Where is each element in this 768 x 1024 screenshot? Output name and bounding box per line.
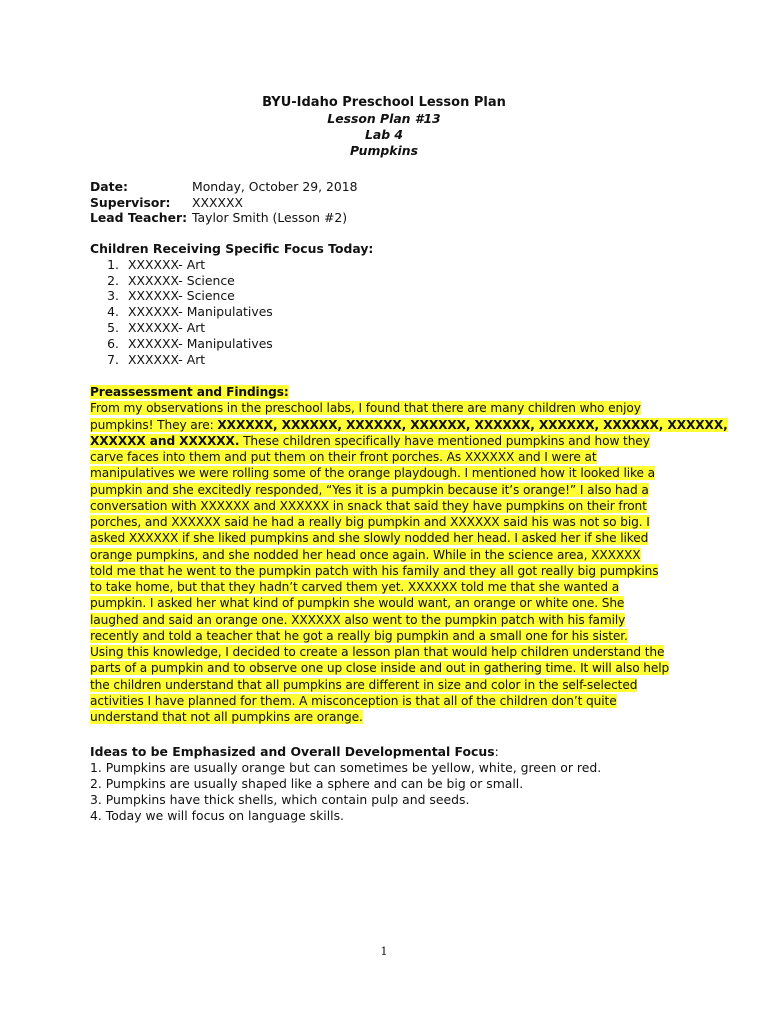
ideas-section: [90, 744, 601, 824]
lesson-header: [0, 94, 768, 159]
list-item: [90, 320, 373, 336]
paragraph-bold-names: XXXXXX, XXXXXX, XXXXXX, XXXXXX, XXXXXX, XXXXXX, XXXXXX, XXXXXX,: [217, 417, 728, 432]
paragraph-line: From my observations in the preschool labs, I found that there are many children who enjoy: [90, 401, 641, 416]
paragraph-line: told me that he went to the pumpkin patch with his family and they all got really big pumpkins: [90, 563, 659, 578]
paragraph-line: laughed and said an orange one. XXXXXX also went to the pumpkin patch with his family: [90, 612, 626, 627]
list-item: [90, 273, 373, 289]
list-number: 5.: [107, 319, 119, 335]
ideas-heading-text: Ideas to be Emphasized and Overall Developmental Focus: [90, 744, 495, 759]
list-number: 6.: [107, 335, 119, 351]
list-item: [90, 352, 373, 368]
paragraph-line: recently and told a teacher that he got a really big pumpkin and a small one for his sister.: [90, 628, 628, 643]
list-text: XXXXXX- Art: [128, 256, 206, 272]
list-number: 4.: [107, 304, 119, 320]
paragraph-line: [90, 418, 728, 432]
info-row-date: [90, 179, 358, 195]
list-text: XXXXXX- Manipulatives: [128, 304, 273, 320]
list-item: 4. Today we will focus on language skills.: [90, 808, 344, 823]
preassessment-heading: Preassessment and Findings:: [90, 385, 289, 399]
list-text: XXXXXX- Art: [128, 319, 206, 335]
list-text: XXXXXX- Science: [128, 288, 235, 304]
info-label: Date:: [90, 179, 128, 194]
ideas-heading: [90, 744, 601, 760]
paragraph-line: porches, and XXXXXX said he had a really big pumpkin and XXXXXX said his was not so big. I: [90, 515, 650, 529]
info-row-lead-teacher: [90, 210, 358, 226]
paragraph-line: conversation with XXXXXX and XXXXXX in snack that said they have pumpkins on their front: [90, 498, 647, 513]
lesson-info: [90, 179, 358, 226]
paragraph-line: manipulatives we were rolling some of the orange playdough. I mentioned how it looked like a: [90, 466, 656, 481]
info-value: Taylor Smith (Lesson #2): [192, 210, 348, 225]
lesson-number: Lesson Plan #13: [327, 111, 441, 126]
paragraph-line: understand that not all pumpkins are orange.: [90, 710, 363, 724]
document-title: BYU-Idaho Preschool Lesson Plan: [262, 95, 506, 110]
focus-children-section: [90, 241, 373, 367]
paragraph-line: pumpkin. I asked her what kind of pumpkin she would want, an orange or white one. She: [90, 596, 625, 611]
list-item: [90, 288, 373, 304]
info-row-supervisor: [90, 195, 358, 211]
list-item: 2. Pumpkins are usually shaped like a sphere and can be big or small.: [90, 776, 524, 791]
list-item: [90, 336, 373, 352]
paragraph-line: orange pumpkins, and she nodded her head once again. While in the science area, XXXXXX: [90, 547, 641, 562]
list-text: XXXXXX- Art: [128, 351, 206, 367]
paragraph-line: the children understand that all pumpkins are different in size and color in the self-selected: [90, 677, 638, 692]
list-number: 2.: [107, 272, 119, 288]
focus-list: [90, 257, 373, 368]
paragraph-line: Using this knowledge, I decided to create a lesson plan that would help children understand the: [90, 645, 665, 659]
info-value: XXXXXX: [192, 194, 243, 210]
paragraph-text: pumpkins! They are:: [90, 417, 218, 432]
list-item: [90, 257, 373, 273]
info-label: Lead Teacher:: [90, 210, 188, 225]
list-number: 3.: [107, 288, 119, 304]
info-label: Supervisor:: [90, 194, 171, 210]
lesson-topic: Pumpkins: [350, 143, 418, 158]
list-number: 1.: [107, 256, 119, 272]
ideas-heading-colon: :: [494, 744, 499, 759]
list-text: XXXXXX- Manipulatives: [128, 335, 273, 351]
list-item: 1. Pumpkins are usually orange but can sometimes be yellow, white, green or red.: [90, 760, 602, 775]
list-text: XXXXXX- Science: [128, 272, 235, 288]
preassessment-section: [90, 384, 728, 725]
paragraph-line: parts of a pumpkin and to observe one up close inside and out in gathering time. It will also help: [90, 661, 670, 676]
paragraph-line: activities I have planned for them. A misconception is that all of the children don’t quite: [90, 693, 617, 708]
paragraph-text: These children specifically have mentioned pumpkins and how they: [239, 433, 650, 448]
paragraph-line: pumpkin and she excitedly responded, “Yes it is a pumpkin because it’s orange!” I also had a: [90, 482, 649, 497]
lab-number: Lab 4: [364, 127, 404, 142]
list-number: 7.: [107, 351, 119, 367]
page-number: 1: [380, 945, 388, 958]
paragraph-line: to take home, but that they hadn’t carved them yet. XXXXXX told me that she wanted a: [90, 580, 620, 594]
list-item: [90, 304, 373, 320]
paragraph-line: asked XXXXXX if she liked pumpkins and she slowly nodded her head. I asked her if she liked: [90, 531, 649, 546]
paragraph-bold-names: XXXXXX and XXXXXX.: [90, 433, 240, 448]
info-value: Monday, October 29, 2018: [192, 179, 358, 194]
focus-heading: Children Receiving Specific Focus Today:: [90, 241, 374, 256]
paragraph-line: carve faces into them and put them on their front porches. As XXXXXX and I were at: [90, 450, 597, 464]
list-item: 3. Pumpkins have thick shells, which contain pulp and seeds.: [90, 792, 470, 807]
paragraph-line: [90, 434, 650, 448]
